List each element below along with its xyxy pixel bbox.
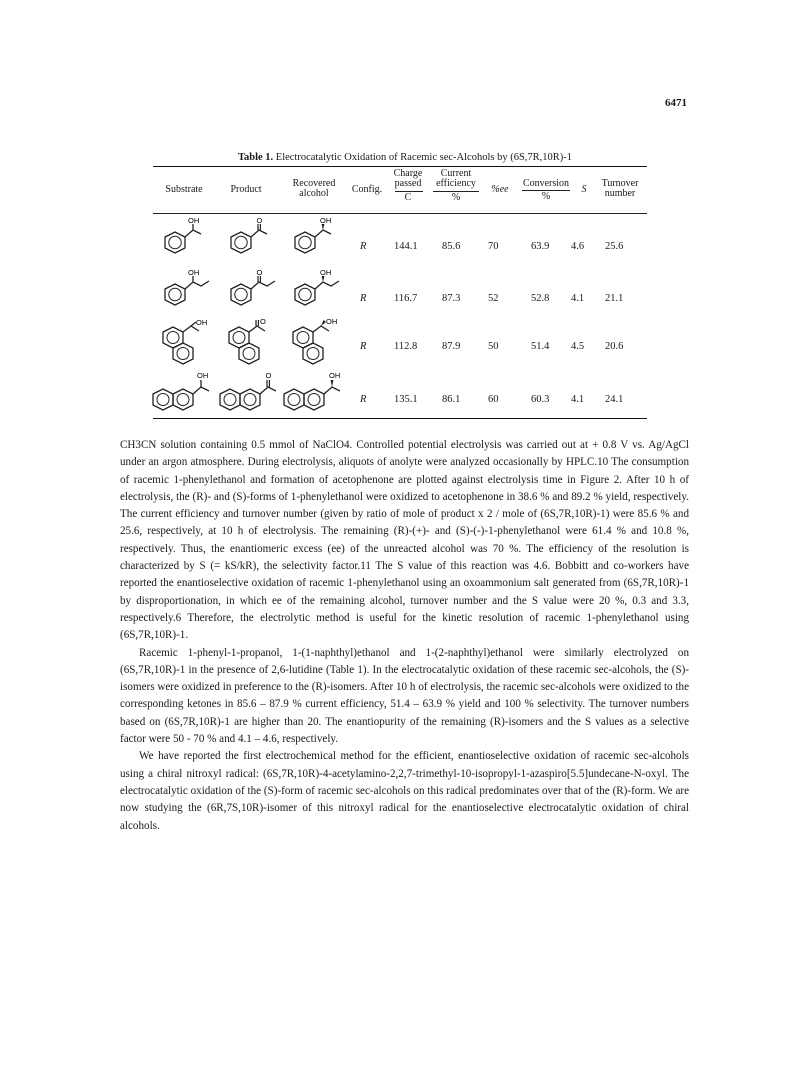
conversion-value: 52.8: [531, 293, 550, 304]
product-structure: [221, 216, 281, 264]
ee-value: 60: [488, 394, 499, 405]
s-value: 4.6: [571, 241, 585, 252]
svg-text:O: O: [260, 318, 266, 326]
charge-value: 116.7: [394, 293, 418, 304]
header-ee: %ee: [491, 184, 509, 195]
table-row: [153, 366, 647, 418]
config-value: R: [360, 293, 367, 304]
conversion-value: 60.3: [531, 394, 550, 405]
turnover-value: 20.6: [605, 341, 624, 352]
charge-value: 144.1: [394, 241, 418, 252]
header-conversion-unit: %: [541, 191, 551, 202]
header-recovered-1: Recovered: [292, 178, 336, 189]
header-conversion: Conversion: [522, 178, 570, 189]
s-value: 4.1: [571, 293, 585, 304]
header-product: Product: [230, 184, 262, 195]
svg-text:OH: OH: [188, 216, 200, 225]
table-1: [153, 152, 647, 419]
config-value: R: [360, 341, 367, 352]
header-s: S: [581, 184, 587, 195]
charge-value: 135.1: [394, 394, 418, 405]
svg-text:OH: OH: [320, 216, 332, 225]
page-number: 6471: [665, 97, 687, 109]
conversion-value: 51.4: [531, 341, 550, 352]
header-turnover-2: number: [604, 188, 636, 199]
product-structure: [221, 318, 281, 366]
current-efficiency-value: 87.9: [442, 341, 461, 352]
product-structure: [216, 368, 284, 416]
table-bottom-rule: [153, 418, 647, 419]
paragraph-2: Racemic 1-phenyl-1-propanol, 1-(1-naphthyl)ethanol and 1-(2-naphthyl)ethanol were similarly electrolyzed on (6S,7R,10R)-1 in the presence of 2,6-lutidine (Table 1). In the electrocatalytic oxidation of these racemic sec-alcohols, the (S)-isomers were oxidized in preference to the (R)-isomers. After 10 h of electrolysis, the racemic sec-alcohols were oxidized to the corresponding ketones in 85.6 – 87.9 % current efficiency, 51.4 – 63.9 % yield and 100 % selectivity. The turnover numbers based on (6S,7R,10R)-1 are higher than 20. The enantiopurity of the remaining (R)-isomers and the S values as a selective factor were 50 - 70 % and 4.1 – 4.6, respectively.: [120, 646, 689, 746]
substrate-structure: [155, 318, 215, 366]
header-turnover-1: Turnover: [601, 178, 639, 189]
product-structure: [221, 268, 283, 316]
turnover-value: 24.1: [605, 394, 624, 405]
recovered-alcohol-structure: [285, 318, 345, 366]
current-efficiency-value: 87.3: [442, 293, 461, 304]
header-current-2: efficiency: [436, 178, 476, 189]
current-efficiency-value: 86.1: [442, 394, 461, 405]
svg-text:OH: OH: [326, 318, 338, 326]
table-caption: [163, 152, 647, 163]
svg-text:OH: OH: [320, 268, 332, 277]
svg-text:OH: OH: [196, 318, 208, 327]
header-charge-1: Charge: [393, 168, 423, 179]
turnover-value: 25.6: [605, 241, 624, 252]
header-current-1: Current: [440, 168, 472, 179]
recovered-alcohol-structure: [285, 216, 345, 264]
header-substrate: Substrate: [165, 184, 203, 195]
current-efficiency-value: 85.6: [442, 241, 461, 252]
table-row: [153, 266, 647, 316]
s-value: 4.5: [571, 341, 585, 352]
config-value: R: [360, 394, 367, 405]
paragraph-1: CH3CN solution containing 0.5 mmol of NaClO4. Controlled potential electrolysis was carried out at + 0.8 V vs. Ag/AgCl under an argon atmosphere. During electrolysis, aliquots of anolyte were analyzed occasionally by HPLC.10 The consumption of racemic 1-phenylethanol and formation of acetophenone are plotted against electrolysis time in Figure 2. After 10 h of electrolysis, the (R)- and (S)-forms of 1-phenylethanol were oxidized to acetophenone in 38.6 % and 89.2 % yield, respectively. The current efficiency and turnover number (given by ratio of mole of product x 2 / mole of (6S,7R,10R)-1) were 85.6 % and 25.6, respectively, at 10 h of electrolysis. The remaining (R)-(+)- and (S)-(-)-1-phenylethanol were 61.4 % and 10.8 %, respectively. Thus, the enantiomeric excess (ee) of the unreacted alcohol was 70 %. The efficiency of the resolution is characterized by S (= kS/kR), the selectivity factor.11 The S value of this reaction was 4.6. Bobbitt and co-workers have reported the enantioselective oxidation of racemic 1-phenylethanol using an oxoammonium salt generated from (6S,7R,10R)-1 by disproportionation, in which ee of the remaining alcohol, turnover number and the S value were 20 %, 0.3 and 3.3, respectively.6 Therefore, the electrolytic method is useful for the kinetic resolution of racemic 1-phenylethanol using (6S,7R,10R)-1.: [120, 439, 689, 642]
paragraph-3: We have reported the first electrochemical method for the efficient, enantioselective oxidation of racemic sec-alcohols using a chiral nitroxyl radical: (6S,7R,10R)-4-acetylamino-2,2,7-trimethyl-10-isopropyl-1-azaspiro[5.5]undecane-N-oxyl. The electrocatalytic oxidation of the (S)-form of racemic sec-alcohols on this radical predominates over that of the (R)-form. We are now studying the (6R,7S,10R)-isomer of this nitroxyl radical for the enantioselective electrocatalytic oxidation of chiral alcohols.: [120, 750, 689, 832]
substrate-structure: [155, 268, 217, 316]
conversion-value: 63.9: [531, 241, 550, 252]
svg-text:O: O: [256, 268, 263, 277]
svg-text:OH: OH: [188, 268, 200, 277]
header-charge-2: passed: [394, 178, 422, 189]
recovered-alcohol-structure: [280, 368, 348, 416]
header-charge-unit: C: [404, 192, 412, 203]
header-recovered-2: alcohol: [299, 188, 329, 199]
ee-value: 52: [488, 293, 499, 304]
ee-value: 50: [488, 341, 499, 352]
turnover-value: 21.1: [605, 293, 624, 304]
svg-text:OH: OH: [197, 371, 209, 380]
table-row: [153, 214, 647, 266]
svg-text:O: O: [256, 216, 263, 225]
substrate-structure: [149, 368, 217, 416]
config-value: R: [360, 241, 367, 252]
charge-value: 112.8: [394, 341, 418, 352]
header-config: Config.: [351, 184, 383, 195]
header-current-unit: %: [451, 192, 461, 203]
recovered-alcohol-structure: [285, 268, 347, 316]
table-caption-text: Electrocatalytic Oxidation of Racemic sec-Alcohols by (6S,7R,10R)-1: [275, 152, 573, 163]
body-text: [120, 437, 689, 835]
table-caption-label: Table 1.: [237, 152, 274, 163]
s-value: 4.1: [571, 394, 585, 405]
ee-value: 70: [488, 241, 499, 252]
svg-text:O: O: [265, 371, 272, 380]
substrate-structure: [155, 216, 215, 264]
table-body: [153, 214, 647, 418]
table-row: [153, 316, 647, 366]
svg-text:OH: OH: [329, 371, 341, 380]
table-header: [153, 167, 647, 213]
